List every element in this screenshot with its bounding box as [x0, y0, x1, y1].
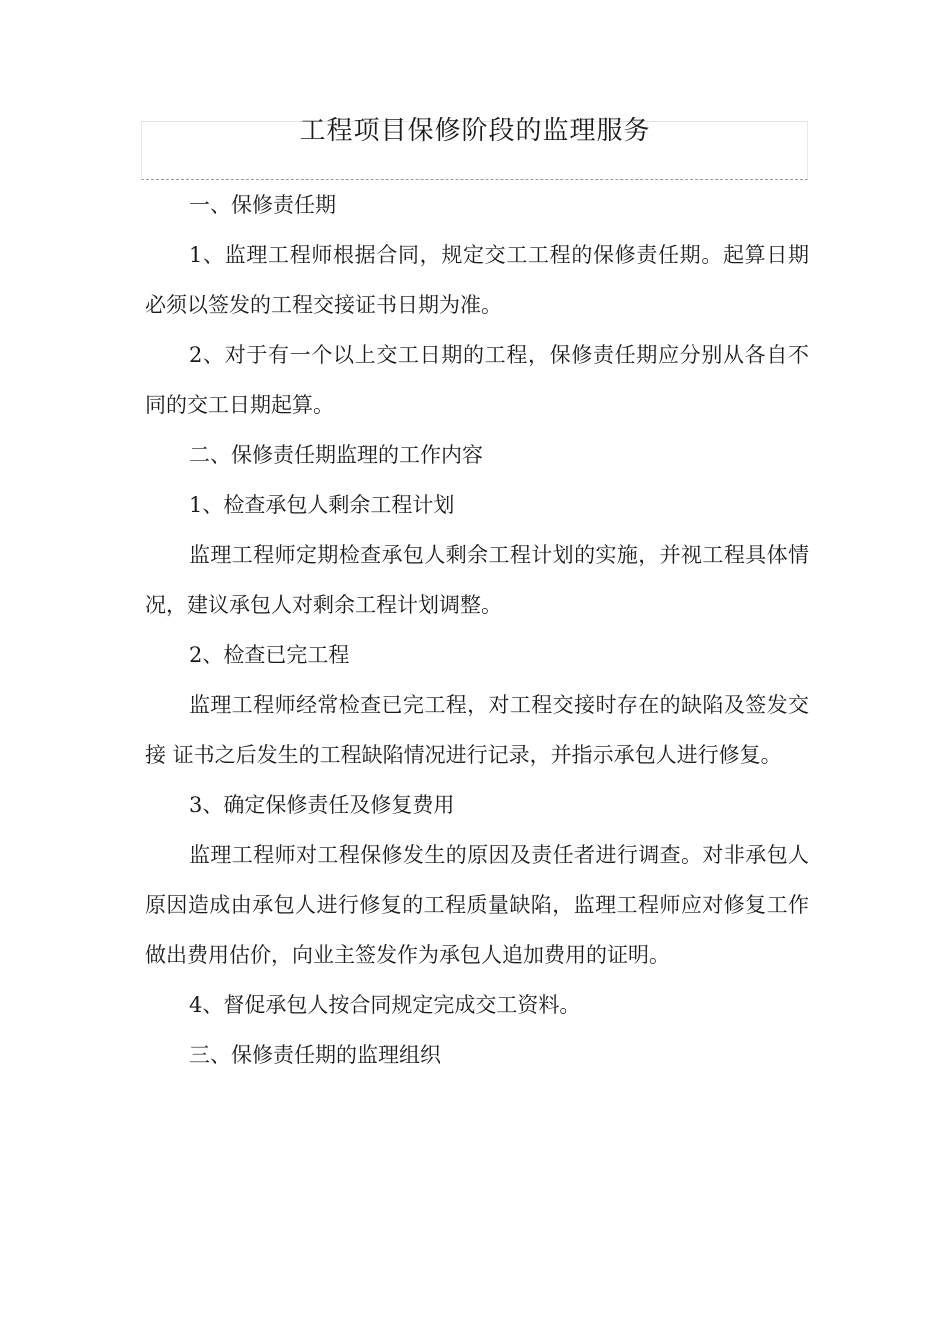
paragraph-remaining-work-plan: 监理工程师定期检查承包人剩余工程计划的实施，并视工程具体情况，建议承包人对剩余工程计划调整。: [145, 543, 809, 617]
paragraph-multiple-handover-dates: 2、对于有一个以上交工日期的工程，保修责任期应分别从各自不同的交工日期起算。: [145, 343, 809, 417]
subheading-remaining-work-plan: 1、检查承包人剩余工程计划: [189, 493, 455, 517]
subheading-completed-work-check: 2、检查已完工程: [189, 643, 350, 667]
document-body: [145, 180, 809, 1080]
paragraph-warranty-period-start: 1、监理工程师根据合同，规定交工工程的保修责任期。起算日期必须以签发的工程交接证书日期为准。: [145, 243, 809, 317]
paragraph-completed-work-check: 监理工程师经常检查已完工程，对工程交接时存在的缺陷及签发交接 证书之后发生的工程缺陷情况进行记录，并指示承包人进行修复。: [145, 693, 809, 767]
section-heading-supervision-work: 二、保修责任期监理的工作内容: [189, 443, 483, 467]
section-heading-supervision-organization: 三、保修责任期的监理组织: [189, 1043, 441, 1067]
document-title: 工程项目保修阶段的监理服务: [299, 116, 651, 146]
subheading-repair-responsibility: 3、确定保修责任及修复费用: [189, 793, 455, 817]
paragraph-handover-documents: 4、督促承包人按合同规定完成交工资料。: [189, 993, 581, 1017]
paragraph-repair-responsibility: 监理工程师对工程保修发生的原因及责任者进行调查。对非承包人原因造成由承包人进行修复的工程质量缺陷，监理工程师应对修复工作做出费用估价，向业主签发作为承包人追加费用的证明。: [145, 843, 809, 967]
section-heading-warranty-period: 一、保修责任期: [189, 193, 336, 217]
